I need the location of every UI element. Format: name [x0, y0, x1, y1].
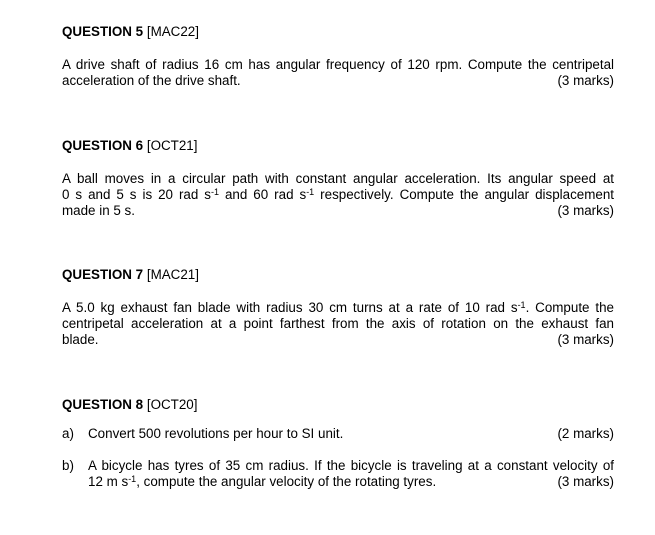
- question-6-line-3: made in 5 s.: [62, 203, 135, 218]
- question-6-line-2: [62, 187, 614, 203]
- question-8-part-a: [62, 426, 614, 442]
- question-7-last-line: [62, 332, 614, 348]
- question-8-heading: [62, 397, 614, 413]
- question-6-heading: [62, 138, 614, 154]
- marks-label: (3 marks): [557, 474, 614, 489]
- question-number: QUESTION 8: [62, 397, 144, 412]
- superscript: -1: [306, 187, 315, 197]
- question-5-last-line: [62, 73, 614, 89]
- question-code: [OCT20]: [146, 397, 198, 412]
- question-number: QUESTION 6: [62, 138, 144, 153]
- question-code: [MAC22]: [146, 24, 199, 39]
- part-label: a): [62, 426, 74, 441]
- question-6-line-1: A ball moves in a circular path with constant angular acceleration. Its angular speed at: [62, 171, 614, 186]
- question-5-line-2: acceleration of the drive shaft.: [62, 73, 241, 88]
- question-7-text: [62, 300, 614, 348]
- question-7-line-3: blade.: [62, 332, 99, 347]
- marks-label: (3 marks): [557, 332, 614, 347]
- part-b-last-line: [88, 474, 614, 490]
- marks-label: (3 marks): [557, 73, 614, 88]
- superscript: -1: [128, 474, 137, 484]
- question-6-text: [62, 171, 614, 219]
- part-label: b): [62, 458, 74, 473]
- marks-label: (3 marks): [557, 203, 614, 218]
- part-a-text: Convert 500 revolutions per hour to SI unit.: [88, 426, 344, 441]
- marks-label: (2 marks): [557, 426, 614, 441]
- question-7-line-1: [62, 300, 614, 316]
- question-8-part-b: [62, 458, 614, 490]
- question-5: [62, 24, 614, 89]
- part-b-line-1: A bicycle has tyres of 35 cm radius. If the bicycle is traveling at a constant velocity of: [88, 458, 614, 473]
- question-5-heading: [62, 24, 614, 40]
- question-code: [MAC21]: [146, 267, 199, 282]
- part-b-line-2: [88, 474, 436, 490]
- part-b-text: [88, 458, 614, 490]
- line-fragment: respectively. Compute the angular displacement: [314, 187, 614, 202]
- question-8: [62, 397, 614, 490]
- line-fragment: and 60 rad s: [219, 187, 307, 202]
- question-number: QUESTION 5: [62, 24, 144, 39]
- line-fragment: 12 m s: [88, 474, 129, 489]
- question-7: [62, 267, 614, 348]
- line-fragment: A 5.0 kg exhaust fan blade with radius 30 cm turns at a rate of 10 rad s: [62, 300, 518, 315]
- question-number: QUESTION 7: [62, 267, 144, 282]
- question-5-text: [62, 57, 614, 89]
- line-fragment: , compute the angular velocity of the rotating tyres.: [136, 474, 437, 489]
- superscript: -1: [517, 300, 526, 310]
- superscript: -1: [211, 187, 220, 197]
- question-5-line-1: A drive shaft of radius 16 cm has angular frequency of 120 rpm. Compute the centripetal: [62, 57, 614, 72]
- question-code: [OCT21]: [146, 138, 198, 153]
- line-fragment: . Compute the: [525, 300, 614, 315]
- question-6-last-line: [62, 203, 614, 219]
- question-7-heading: [62, 267, 614, 283]
- part-a-line: [88, 426, 614, 442]
- question-6: [62, 138, 614, 219]
- line-fragment: 0 s and 5 s is 20 rad s: [62, 187, 211, 202]
- question-7-line-2: centripetal acceleration at a point farthest from the axis of rotation on the exhaust fan: [62, 316, 614, 331]
